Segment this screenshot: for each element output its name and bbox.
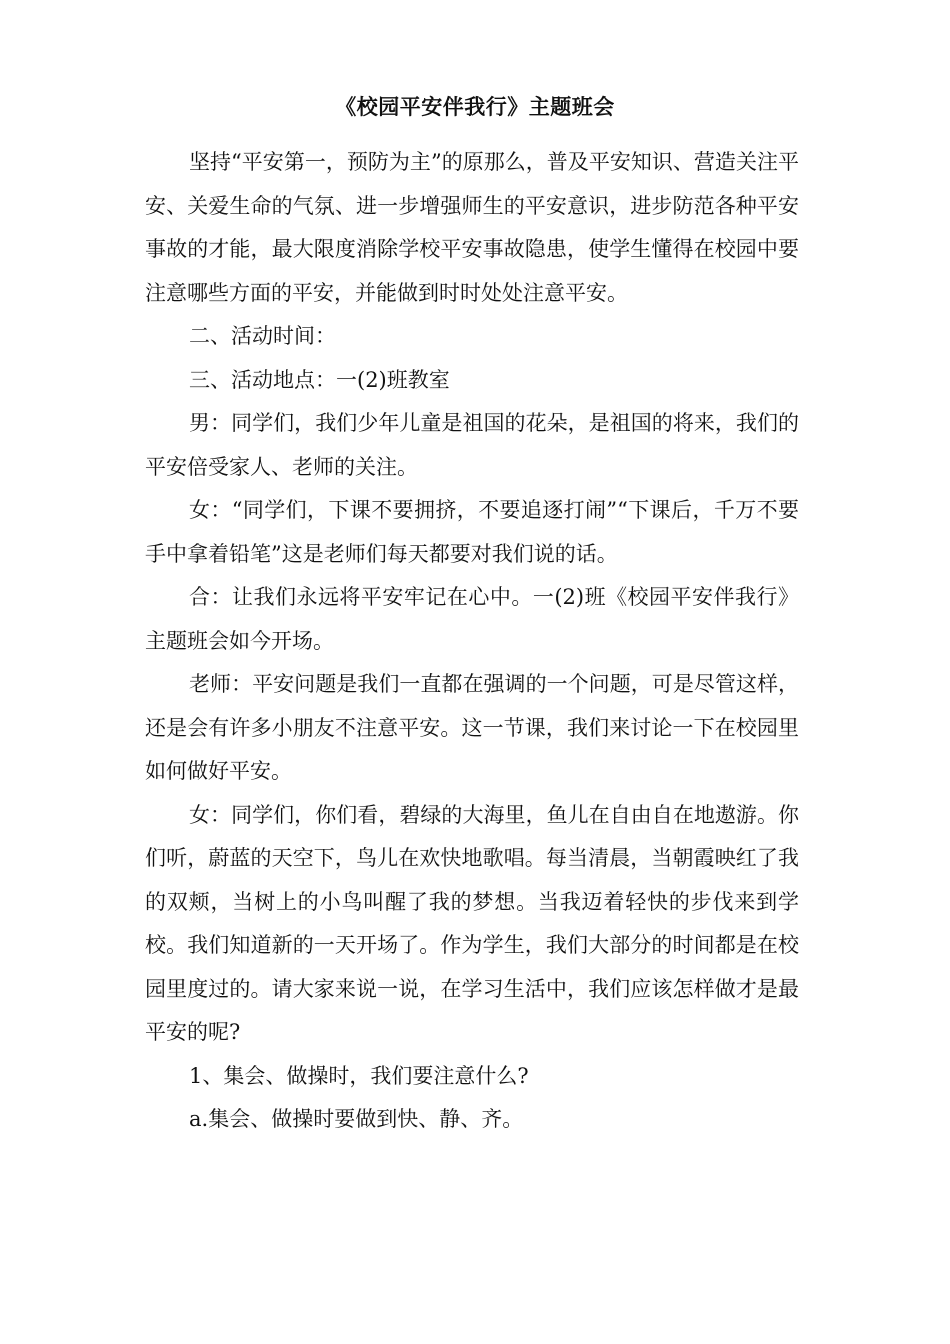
paragraph-female-speaker-2: 女：同学们，你们看，碧绿的大海里，鱼儿在自由自在地遨游。你们听，蔚蓝的天空下，鸟儿在欢快地歌唱。每当清晨，当朝霞映红了我的双颊，当树上的小鸟叫醒了我的梦想。当我迈着轻快的步伐来到学校。我们知道新的一天开场了。作为学生，我们大部分的时间都是在校园里度过的。请大家来说一说，在学习生活中，我们应该怎样做才是最平安的呢? (145, 802, 799, 1044)
paragraph-question-1: 1、集会、做操时，我们要注意什么? (189, 1063, 529, 1088)
paragraph-male-speaker: 男：同学们，我们少年儿童是祖国的花朵，是祖国的将来，我们的平安倍受家人、老师的关注。 (145, 411, 799, 479)
paragraph-teacher: 老师：平安问题是我们一直都在强调的一个问题，可是尽管这样，还是会有许多小朋友不注意平安。这一节课，我们来讨论一下在校园里如何做好平安。 (145, 672, 799, 783)
paragraph-female-speaker: 女：“同学们，下课不要拥挤，不要追逐打闹”“下课后，千万不要手中拿着铅笔”这是老师们每天都要对我们说的话。 (145, 498, 799, 566)
paragraph-together: 合：让我们永远将平安牢记在心中。一(2)班《校园平安伴我行》主题班会如今开场。 (145, 585, 799, 653)
paragraph-answer-a: a.集会、做操时要做到快、静、齐。 (189, 1107, 524, 1131)
paragraph-activity-place: 三、活动地点：一(2)班教室 (189, 367, 450, 392)
document-title: 《校园平安伴我行》主题班会 (335, 94, 615, 119)
paragraph-activity-time: 二、活动时间： (189, 324, 336, 348)
document-body (145, 141, 799, 1142)
paragraph-intro: 坚持“平安第一，预防为主”的原那么，普及平安知识、营造关注平安、关爱生命的气氛、进一步增强师生的平安意识，进步防范各种平安事故的才能，最大限度消除学校平安事故隐患，使学生懂得在校园中要注意哪些方面的平安，并能做到时时处处注意平安。 (145, 150, 799, 305)
